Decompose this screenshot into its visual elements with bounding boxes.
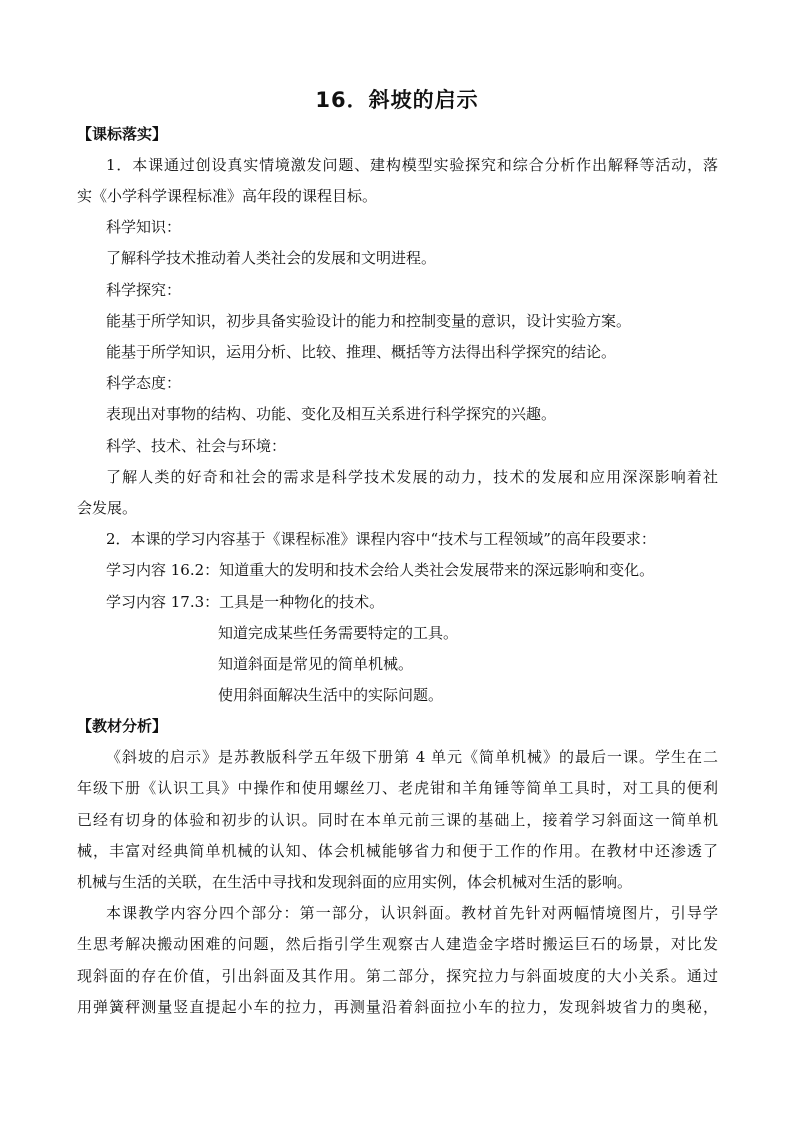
paragraph-line: 实《小学科学课程标准》高年段的课程目标。 <box>77 187 378 205</box>
inquiry-label: 科学探究： <box>106 281 182 299</box>
content-subitem: 使用斜面解决生活中的实际问题。 <box>218 686 444 704</box>
sts-label: 科学、技术、社会与环境： <box>106 437 287 455</box>
paragraph-line: 械，丰富对经典简单机械的认知、体会机械能够省力和便于工作的作用。在教材中还渗透了 <box>77 842 718 860</box>
content-item: 学习内容 16.2：知道重大的发明和技术会给人类社会发展带来的深远影响和变化。 <box>106 561 655 579</box>
knowledge-label: 科学知识： <box>106 218 182 236</box>
section-heading-textbook-analysis: 【教材分析】 <box>77 717 168 735</box>
page-title: 16．斜坡的启示 <box>315 88 479 112</box>
attitude-label: 科学态度： <box>106 374 182 392</box>
paragraph-line: 2．本课的学习内容基于《课程标准》课程内容中“技术与工程领域”的高年段要求： <box>106 530 656 548</box>
paragraph-line: 1．本课通过创设真实情境激发问题、建构模型实验探究和综合分析作出解释等活动，落 <box>106 156 718 174</box>
paragraph-line: 生思考解决搬动困难的问题，然后指引学生观察古人建造金字塔时搬运巨石的场景，对比发 <box>77 935 718 953</box>
section-heading-curriculum: 【课标落实】 <box>77 125 168 143</box>
content-subitem: 知道斜面是常见的简单机械。 <box>218 655 414 673</box>
paragraph-line: 现斜面的存在价值，引出斜面及其作用。第二部分，探究拉力与斜面坡度的大小关系。通过 <box>77 967 718 985</box>
paragraph-line: 本课教学内容分四个部分：第一部分，认识斜面。教材首先针对两幅情境图片，引导学 <box>106 904 718 922</box>
paragraph-line: 用弹簧秤测量竖直提起小车的拉力，再测量沿着斜面拉小车的拉力，发现斜坡省力的奥秘， <box>77 998 718 1016</box>
knowledge-text: 了解科学技术推动着人类社会的发展和文明进程。 <box>106 249 437 267</box>
content-subitem: 知道完成某些任务需要特定的工具。 <box>218 624 459 642</box>
paragraph-line: 已经有切身的体验和初步的认识。同时在本单元前三课的基础上，接着学习斜面这一简单机 <box>77 811 718 829</box>
content-item: 学习内容 17.3：工具是一种物化的技术。 <box>106 593 385 611</box>
sts-text: 会发展。 <box>77 499 138 517</box>
inquiry-text: 能基于所学知识，初步具备实验设计的能力和控制变量的意识，设计实验方案。 <box>106 312 632 330</box>
paragraph-line: 机械与生活的关联，在生活中寻找和发现斜面的应用实例，体会机械对生活的影响。 <box>77 873 633 891</box>
inquiry-text: 能基于所学知识，运用分析、比较、推理、概括等方法得出科学探究的结论。 <box>106 343 617 361</box>
paragraph-line: 《斜坡的启示》是苏教版科学五年级下册第 4 单元《简单机械》的最后一课。学生在二 <box>106 748 718 766</box>
sts-text: 了解人类的好奇和社会的需求是科学技术发展的动力，技术的发展和应用深深影响着社 <box>106 468 718 486</box>
attitude-text: 表现出对事物的结构、功能、变化及相互关系进行科学探究的兴趣。 <box>106 405 557 423</box>
paragraph-line: 年级下册《认识工具》中操作和使用螺丝刀、老虎钳和羊角锤等简单工具时，对工具的便利 <box>77 779 718 797</box>
